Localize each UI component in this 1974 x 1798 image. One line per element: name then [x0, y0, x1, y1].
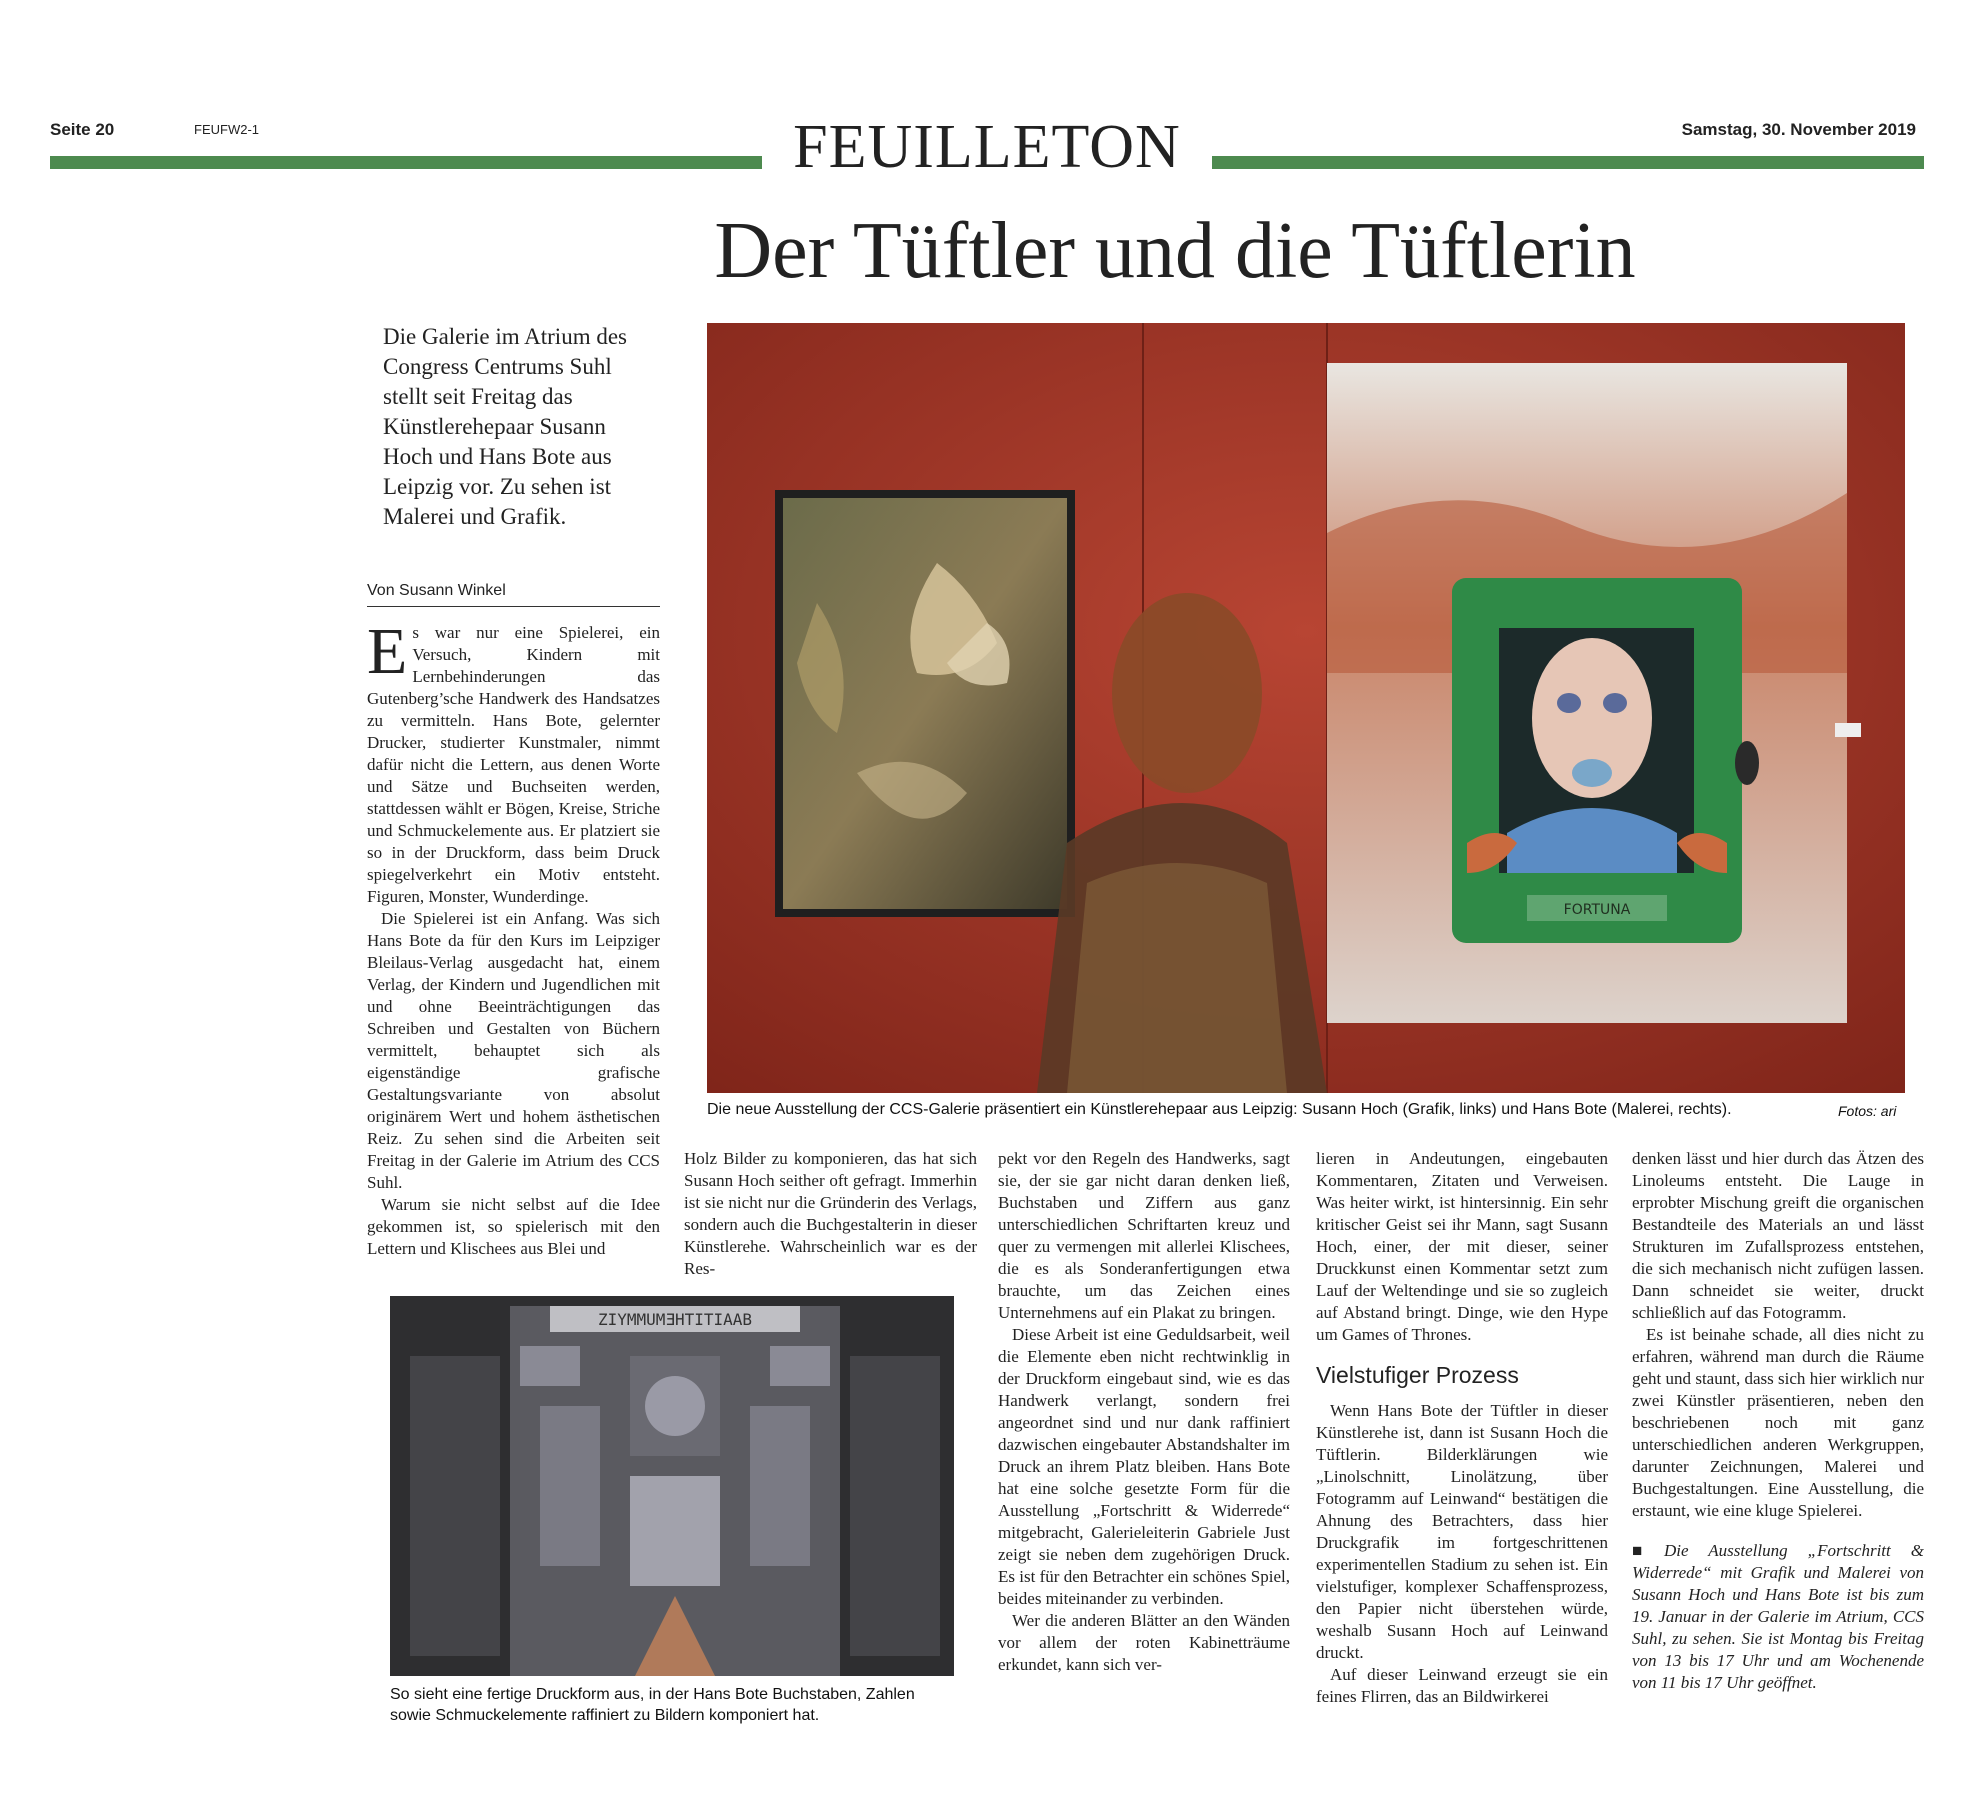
main-photo	[707, 323, 1905, 1093]
page-number: Seite 20	[50, 120, 115, 139]
byline: Von Susann Winkel	[367, 582, 506, 599]
paragraph-7: Wer die anderen Blätter an den Wänden vor allem der roten Kabinetträume erkundet, kann sich ver-	[998, 1611, 1290, 1674]
subheading: Vielstufiger Prozess	[1316, 1362, 1519, 1388]
article-column-5	[1632, 1148, 1924, 1708]
paragraph-4: Holz Bilder zu komponieren, das hat sich Susann Hoch seither oft gefragt. Immerhin ist sie nicht nur die Gründerin des Verlags, sondern auch die Buchgestalterin in dieser Künstlerehe. Wahrscheinlich war es der Res-	[684, 1149, 977, 1278]
info-text: Die Ausstellung „Fortschritt & Widerrede“ mit Grafik und Malerei von Susann Hoch und Hans Bote ist bis zum 19. Januar in der Galerie im Atrium, CCS Suhl, zu sehen. Sie ist Montag bis Freitag von 13 bis 17 Uhr und am Wochenende von 11 bis 17 Uhr geöffnet.	[1632, 1541, 1924, 1692]
byline-rule	[367, 606, 660, 607]
section-title: FEUILLETON	[793, 113, 1181, 181]
paragraph-5: pekt vor den Regeln des Handwerks, sagt sie, der sie gar nicht daran denken ließ, Buchstaben und Ziffern aus ganz unterschiedlichen Schriftarten kreuz und quer zu vermengen mit allerlei Klischees, die es als Sonderanfertigungen etwa brauchte, um das Zeichen eines Unternehmens auf ein Plakat zu bringen.	[998, 1149, 1290, 1322]
paragraph-11: denken lässt und hier durch das Ätzen des Linoleums entsteht. Die Lauge in erprobter Mischung greift die organischen Bestandteile des Materials an und lässt Strukturen im Zufallsprozess entstehen, die sich mechanisch nicht zufügen lassen. Dann schneidet sie weiter, druckt schließlich auf das Fotogramm.	[1632, 1149, 1924, 1322]
paragraph-6: Diese Arbeit ist eine Geduldsarbeit, weil die Elemente eben nicht rechtwinklig in der Druckform eingebaut sind, wie es das Handwerk verlangt, sondern frei angeordnet sind und nur dank raffiniert dazwischen eingebauter Abstandshalter im Druck an ihrem Platz bleiben. Hans Bote hat eine solche gesetzte Form für die Ausstellung „Fortschritt & Widerrede“ mitgebracht, Galerieleiterin Gabriele Just zeigt sie neben dem zugehörigen Druck. Es ist für den Betrachter ein schönes Spiel, beides miteinander zu verbinden.	[998, 1325, 1290, 1608]
paragraph-3: Warum sie nicht selbst auf die Idee gekommen ist, so spielerisch mit den Lettern und Klischees aus Blei und	[367, 1195, 660, 1258]
printing-form-caption: So sieht eine fertige Druckform aus, in der Hans Bote Buchstaben, Zahlen sowie Schmuckelemente raffiniert zu Bildern komponiert hat.	[390, 1686, 915, 1724]
article-column-3	[998, 1148, 1290, 1718]
printing-form-image	[390, 1296, 954, 1676]
info-bullet: ■	[1632, 1541, 1659, 1560]
article-column-2	[684, 1148, 977, 1278]
paragraph-1: s war nur eine Spielerei, ein Versuch, Kindern mit Lernbehinderungen das Gutenberg’sche Handwerk des Handsatzes zu vermitteln. Hans Bote, gelernter Drucker, studierter Kunstmaler, nimmt dafür nicht die Lettern, aus denen Worte und Sätze und Buchseiten werden, stattdessen wählt er Bögen, Kreise, Striche und Schmuckelemente aus. Er platziert sie so in der Druckform, dass beim Druck spiegelverkehrt ein Motiv entsteht. Figuren, Monster, Wunderdinge.	[367, 623, 660, 906]
paragraph-10: Auf dieser Leinwand erzeugt sie ein feines Flirren, das an Bildwirkerei	[1316, 1665, 1608, 1706]
edition-code: FEUFW2-1	[194, 122, 259, 137]
article-column-4	[1316, 1148, 1608, 1718]
header-rule-left	[50, 156, 762, 169]
paragraph-2: Die Spielerei ist ein Anfang. Was sich Hans Bote da für den Kurs im Leipziger Bleilaus-Verlag ausgedacht hat, einem Verlag, der Kindern und Jugendlichen mit und ohne Beeinträchtigungen das Schreiben und Gestalten von Büchern vermittelt, behauptet sich als eigenständige grafische Gestaltungsvariante von absolut originärem Wert und hohem ästhetischen Reiz. Zu sehen sind die Arbeiten seit Freitag in der Galerie im Atrium des CCS Suhl.	[367, 909, 660, 1192]
exhibition-info	[1632, 1540, 1924, 1694]
drop-cap: E	[367, 622, 408, 688]
gallery-scene-image	[707, 323, 1905, 1093]
photo-credit: Fotos: ari	[1838, 1103, 1897, 1119]
main-photo-caption: Die neue Ausstellung der CCS-Galerie präsentiert ein Künstlerehepaar aus Leipzig: Susann Hoch (Grafik, links) und Hans Bote (Malerei, rechts).	[707, 1101, 1732, 1118]
header-rule-right	[1212, 156, 1924, 169]
issue-date: Samstag, 30. November 2019	[1681, 120, 1916, 139]
paragraph-8: lieren in Andeutungen, eingebauten Kommentaren, Zitaten und Verweisen. Was heiter wirkt, ist hintersinnig. Ein sehr kritischer Geist sei ihr Mann, sagt Susann Hoch, einer, der mit dieser, seiner Druckkunst einen Kommentar setzt zum Lauf der Weltendinge und sie so zugleich auf Abstand bringt. Dinge, wie den Hype um Games of Thrones.	[1316, 1149, 1608, 1344]
painting-label: FORTUNA	[1563, 902, 1631, 918]
article-column-1	[367, 622, 660, 1280]
printing-form-photo	[390, 1296, 954, 1676]
paragraph-12: Es ist beinahe schade, all dies nicht zu erfahren, während man durch die Räume geht und staunt, dass sich hier wirklich nur zwei Künstler präsentieren, neben den beschriebenen noch mit ganz unterschiedlichen anderen Werkgruppen, darunter Zeichnungen, Malerei und Buchgestaltungen. Eine Ausstellung, die erstaunt, wie eine kluge Spielerei.	[1632, 1325, 1924, 1520]
paragraph-9: Wenn Hans Bote der Tüftler in dieser Künstlerehe ist, dann ist Susann Hoch die Tüftlerin. Bilderklärungen wie „Linolschnitt, Linolätzung, über Fotogramm auf Leinwand“ bestätigen die Ahnung des Betrachters, dass hier Druckgrafik im fortgeschrittenen experimentellen Stadium zu sehen ist. Ein vielstufiger, komplexer Schaffensprozess, den Papier nicht überstehen würde, weshalb Susann Hoch auf Leinwand druckt.	[1316, 1401, 1608, 1662]
headline: Der Tüftler und die Tüftlerin	[714, 207, 1636, 295]
lead-text: Die Galerie im Atrium des Congress Centrums Suhl stellt seit Freitag das Künstlerehepaar Susann Hoch und Hans Bote aus Leipzig vor. Zu sehen ist Malerei und Grafik.	[383, 324, 627, 529]
printing-letters: ZIYMMUMƎHTITIAAB	[597, 1310, 753, 1329]
